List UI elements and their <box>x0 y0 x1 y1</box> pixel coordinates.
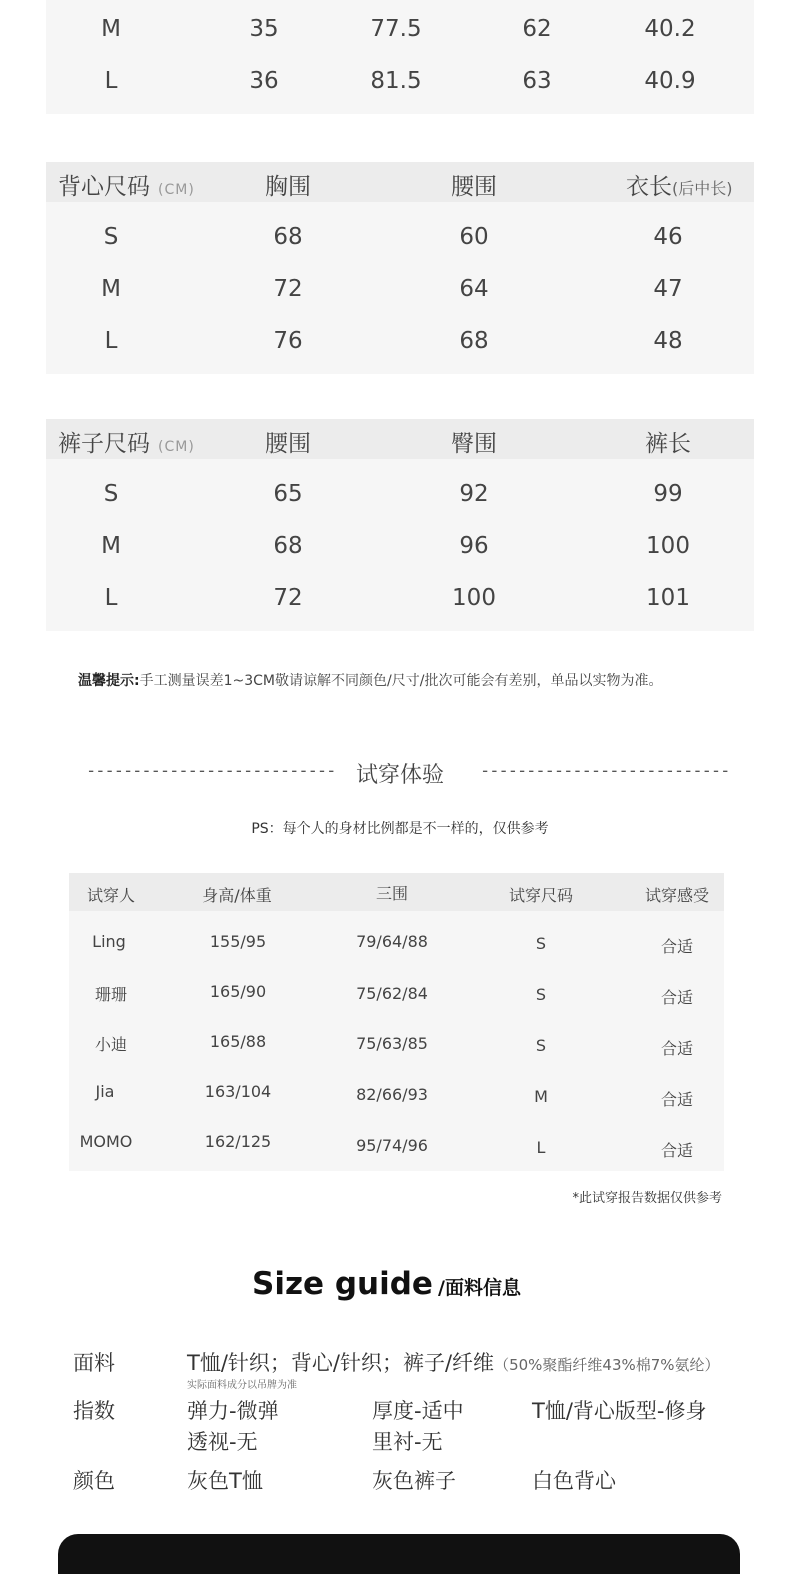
value-cell: 72 <box>273 276 303 302</box>
trial-size: S <box>535 1036 547 1055</box>
index-transparency: 透视-无 <box>187 1430 258 1454</box>
size-cell: M <box>101 16 121 42</box>
color-gray-tshirt: 灰色T恤 <box>187 1469 263 1493</box>
fabric-note: 实际面料成分以吊牌为准 <box>187 1380 297 1391</box>
color-label: 颜色 <box>73 1469 115 1493</box>
height-weight: 165/88 <box>209 1032 267 1051</box>
feeling: 合适 <box>660 988 694 1007</box>
unit-label: (CM) <box>158 182 195 198</box>
dark-image-banner <box>58 1534 740 1574</box>
pants-label-text: 裤子尺码 <box>58 431 150 457</box>
header-feeling: 试穿感受 <box>644 886 710 905</box>
header-length-note: (后中长) <box>672 179 733 198</box>
header-tester: 试穿人 <box>86 886 136 905</box>
tester-name: Ling <box>92 932 126 951</box>
trial-size: S <box>535 934 547 953</box>
value-cell: 36 <box>249 68 279 94</box>
color-gray-pants: 灰色裤子 <box>372 1469 456 1493</box>
measurement-tip <box>78 670 662 690</box>
value-cell: 99 <box>653 481 683 507</box>
fabric-label: 面料 <box>73 1351 115 1375</box>
top-size-table <box>46 0 754 114</box>
value-cell: 81.5 <box>370 68 422 94</box>
height-weight: 165/90 <box>209 982 267 1001</box>
size-cell: L <box>104 68 118 94</box>
feeling: 合适 <box>660 1039 694 1058</box>
trial-size: S <box>535 985 547 1004</box>
value-cell: 47 <box>653 276 683 302</box>
size-cell: L <box>104 328 118 354</box>
measurements: 95/74/96 <box>356 1136 428 1155</box>
header-trial-size: 试穿尺码 <box>508 886 574 905</box>
trial-table <box>69 873 724 1171</box>
value-cell: 68 <box>459 328 489 354</box>
fabric-value <box>187 1347 720 1377</box>
value-cell: 48 <box>653 328 683 354</box>
header-hip: 臀围 <box>451 431 497 457</box>
size-guide-subtitle: /面料信息 <box>438 1277 521 1299</box>
tip-label: 温馨提示: <box>78 673 140 689</box>
trial-size: M <box>534 1087 548 1106</box>
value-cell: 63 <box>522 68 552 94</box>
size-cell: M <box>101 533 121 559</box>
measurements: 79/64/88 <box>356 932 428 951</box>
header-pants-length: 裤长 <box>645 431 691 457</box>
value-cell: 64 <box>459 276 489 302</box>
unit-label: (CM) <box>158 439 195 455</box>
value-cell: 100 <box>646 533 690 559</box>
value-cell: 101 <box>646 585 690 611</box>
value-cell: 77.5 <box>370 16 422 42</box>
vest-label-text: 背心尺码 <box>58 174 150 200</box>
tester-name: MOMO <box>79 1132 133 1151</box>
header-chest: 胸围 <box>265 174 311 200</box>
value-cell: 40.9 <box>644 68 696 94</box>
value-cell: 62 <box>522 16 552 42</box>
size-cell: S <box>103 224 119 250</box>
header-waist: 腰围 <box>265 431 311 457</box>
value-cell: 40.2 <box>644 16 696 42</box>
header-length <box>626 168 733 201</box>
feeling: 合适 <box>660 937 694 956</box>
value-cell: 65 <box>273 481 303 507</box>
header-height-weight: 身高/体重 <box>202 886 272 905</box>
trial-title: 试穿体验 <box>355 763 445 788</box>
trial-size: L <box>536 1138 546 1157</box>
height-weight: 163/104 <box>204 1082 272 1101</box>
divider-right: --------------------------- <box>480 761 730 781</box>
measurements: 82/66/93 <box>356 1085 428 1104</box>
value-cell: 72 <box>273 585 303 611</box>
divider-left: --------------------------- <box>86 761 336 781</box>
value-cell: 68 <box>273 533 303 559</box>
value-cell: 46 <box>653 224 683 250</box>
size-cell: L <box>104 585 118 611</box>
header-waist: 腰围 <box>451 174 497 200</box>
value-cell: 100 <box>452 585 496 611</box>
tip-text: 手工测量误差1~3CM敬请谅解不同颜色/尺寸/批次可能会有差别，单品以实物为准。 <box>139 673 663 689</box>
index-thickness: 厚度-适中 <box>372 1399 464 1423</box>
vest-size-label <box>58 168 195 201</box>
tester-name: Jia <box>95 1082 115 1101</box>
index-label: 指数 <box>73 1399 115 1423</box>
fabric-value-text: T恤/针织；背心/针织；裤子/纤维 <box>187 1351 495 1375</box>
header-length-text: 衣长 <box>626 174 672 200</box>
tester-name: 珊珊 <box>94 985 128 1004</box>
index-fit: T恤/背心版型-修身 <box>532 1399 707 1423</box>
measurements: 75/63/85 <box>356 1034 428 1053</box>
value-cell: 60 <box>459 224 489 250</box>
size-guide-title: Size guide <box>252 1266 433 1302</box>
header-measurements: 三围 <box>375 884 409 903</box>
feeling: 合适 <box>660 1090 694 1109</box>
vest-table-header <box>46 162 754 202</box>
value-cell: 35 <box>249 16 279 42</box>
measurements: 75/62/84 <box>356 984 428 1003</box>
value-cell: 92 <box>459 481 489 507</box>
height-weight: 162/125 <box>204 1132 272 1151</box>
value-cell: 76 <box>273 328 303 354</box>
size-cell: M <box>101 276 121 302</box>
color-white-vest: 白色背心 <box>532 1469 616 1493</box>
index-lining: 里衬-无 <box>372 1430 443 1454</box>
value-cell: 68 <box>273 224 303 250</box>
fabric-detail: （50%聚酯纤维43%棉7%氨纶） <box>494 1356 720 1374</box>
size-cell: S <box>103 481 119 507</box>
height-weight: 155/95 <box>209 932 267 951</box>
feeling: 合适 <box>660 1141 694 1160</box>
value-cell: 96 <box>459 533 489 559</box>
size-guide-heading <box>252 1266 521 1302</box>
trial-note: *此试穿报告数据仅供参考 <box>572 1191 722 1206</box>
pants-size-label <box>58 425 195 458</box>
index-elasticity: 弹力-微弹 <box>187 1399 279 1423</box>
trial-ps: PS：每个人的身材比例都是不一样的，仅供参考 <box>251 821 549 837</box>
pants-table-header <box>46 419 754 459</box>
trial-table-header <box>69 873 724 911</box>
tester-name: 小迪 <box>94 1035 128 1054</box>
